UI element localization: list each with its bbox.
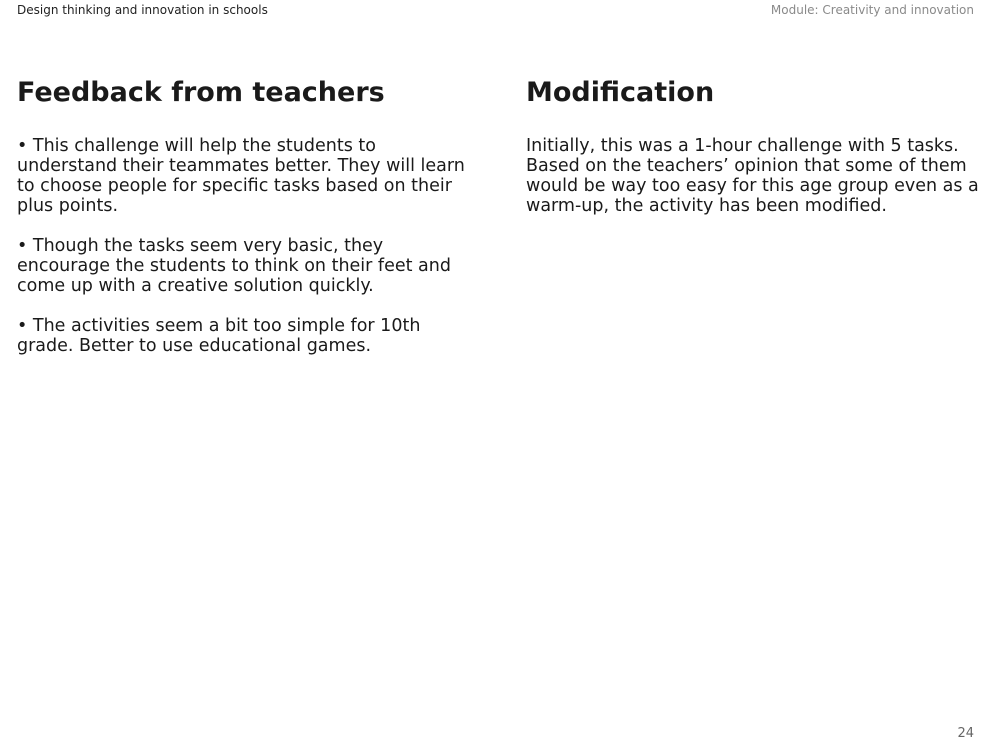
feedback-bullet: • The activities seem a bit too simple for 10th grade. Better to use educational games. [17, 316, 421, 356]
page-number: 24 [957, 726, 974, 741]
feedback-section [17, 76, 477, 376]
modification-heading: Modification [526, 77, 715, 108]
feedback-bullet: • Though the tasks seem very basic, they encourage the students to think on their feet and come up with a creative solution quickly. [17, 236, 451, 296]
modification-text: Initially, this was a 1-hour challenge with 5 tasks. Based on the teachers’ opinion that some of them would be way too easy for this age group even as a warm-up, the activity has been modified. [526, 136, 979, 216]
module-label: Module: Creativity and innovation [770, 3, 974, 17]
modification-section [526, 76, 986, 216]
feedback-heading: Feedback from teachers [17, 77, 385, 108]
feedback-bullet: • This challenge will help the students to understand their teammates better. They will learn to choose people for specific tasks based on their plus points. [17, 136, 465, 216]
header-title: Design thinking and innovation in schools [17, 3, 268, 17]
